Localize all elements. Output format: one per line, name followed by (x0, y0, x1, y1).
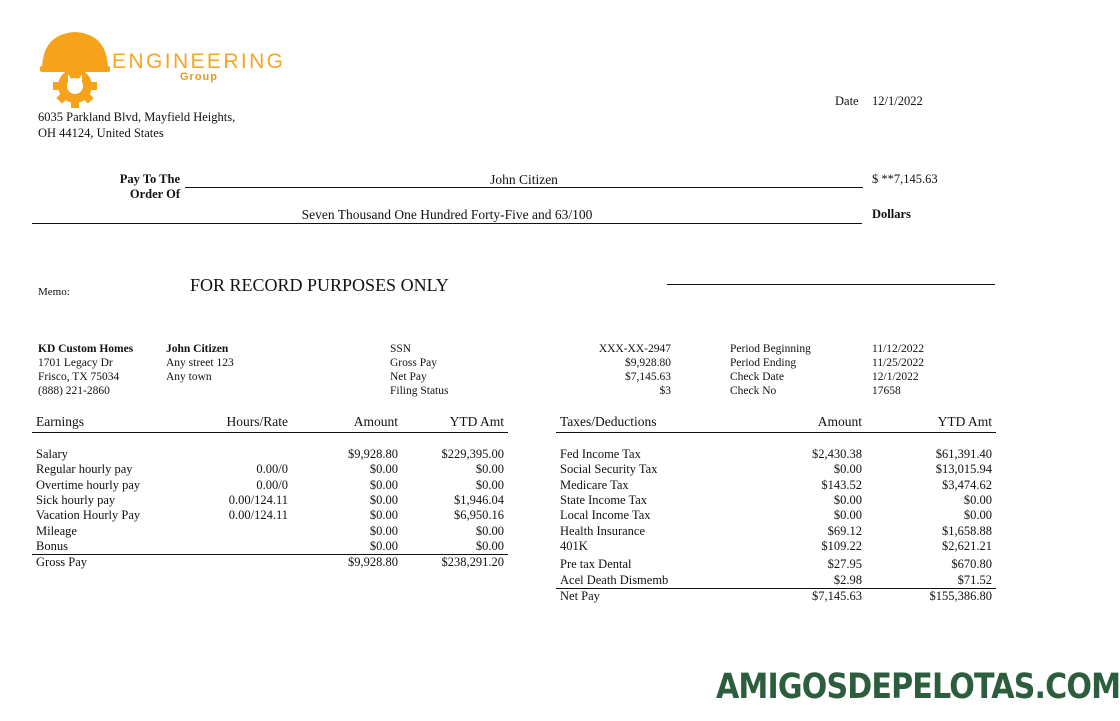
pay-to-label (96, 172, 180, 202)
table-cell: $6,950.16 (454, 508, 504, 523)
pay-to-line2: Order Of (129, 187, 180, 201)
hard-hat-gear-icon (38, 28, 112, 108)
earnings-ytd-header: YTD Amt (402, 412, 508, 433)
watermark: AMIGOSDEPELOTAS.COM (716, 667, 1120, 707)
company-logo (38, 28, 112, 108)
table-cell: $0.00 (475, 538, 504, 553)
table-cell: $0.00 (369, 462, 398, 477)
table-cell: $143.52 (821, 477, 862, 492)
table-cell: $9,928.80 (348, 447, 398, 462)
table-cell: $0.00 (369, 508, 398, 523)
dollars-label: Dollars (872, 207, 911, 221)
table-cell: Health Insurance (560, 523, 646, 538)
period-beginning-label: Period Beginning (730, 343, 811, 355)
table-cell (172, 539, 292, 555)
company-address-line1: 6035 Parkland Blvd, Mayfield Heights, (38, 110, 236, 124)
period-values (872, 342, 924, 398)
table-cell: Salary (36, 447, 68, 462)
table-cell: 0.00/124.11 (228, 493, 288, 508)
deductions-header: Taxes/Deductions (556, 412, 756, 433)
table-cell: Overtime hourly pay (36, 477, 141, 492)
check-amount: $ **7,145.63 (872, 172, 938, 186)
table-cell: 0.00/0 (256, 462, 288, 477)
table-row (32, 447, 508, 462)
pay-info-values (560, 342, 671, 398)
table-cell: $0.00 (369, 493, 398, 508)
table-cell: $0.00 (369, 523, 398, 538)
amount-words-line (32, 223, 862, 224)
table-cell: $109.22 (821, 538, 862, 553)
table-cell: $3,474.62 (942, 477, 992, 492)
gross-pay-label: Gross Pay (390, 357, 437, 369)
earnings-header-row (32, 412, 508, 433)
table-cell: $2.98 (833, 572, 862, 587)
table-cell: Vacation Hourly Pay (36, 508, 141, 523)
earnings-amount-header: Amount (292, 412, 402, 433)
table-row (32, 478, 508, 493)
total-row (556, 588, 996, 604)
table-cell: 0.00/124.11 (228, 508, 288, 523)
total-cell: Net Pay (556, 588, 756, 604)
table-cell: $1,946.04 (454, 493, 504, 508)
logo-subtitle: Group (180, 71, 218, 83)
table-cell: $69.12 (827, 523, 862, 538)
hours-rate-header: Hours/Rate (172, 412, 292, 433)
table-row (556, 447, 996, 462)
table-row (556, 478, 996, 493)
net-pay-value: $7,145.63 (625, 371, 671, 383)
table-row (32, 539, 508, 555)
total-cell: $7,145.63 (756, 588, 866, 604)
table-cell: $0.00 (963, 493, 992, 508)
total-cell: $155,386.80 (866, 588, 996, 604)
employer-name: KD Custom Homes (38, 343, 134, 355)
employer-phone: (888) 221-2860 (38, 385, 110, 397)
deductions-table (556, 412, 996, 604)
table-cell: 0.00/0 (256, 477, 288, 492)
deductions-amount-header: Amount (756, 412, 866, 433)
table-cell: $61,391.40 (935, 447, 992, 462)
table-cell: Social Security Tax (560, 462, 658, 477)
table-cell (172, 447, 292, 462)
gross-pay-value: $9,928.80 (625, 357, 671, 369)
signature-line (667, 284, 995, 285)
table-row (556, 493, 996, 508)
table-cell: $0.00 (475, 477, 504, 492)
period-beginning-value: 11/12/2022 (872, 343, 924, 355)
table-cell: $229,395.00 (441, 447, 504, 462)
deductions-header-row (556, 412, 996, 433)
check-date-value: 12/1/2022 (872, 371, 919, 383)
check-date-label: Check Date (730, 371, 784, 383)
table-cell: $0.00 (833, 462, 862, 477)
table-cell: $0.00 (833, 493, 862, 508)
employer-city: Frisco, TX 75034 (38, 371, 120, 383)
table-cell: $2,430.38 (812, 447, 862, 462)
employee-city: Any town (166, 371, 212, 383)
memo-label: Memo: (38, 286, 70, 298)
employer-info (38, 342, 133, 398)
table-cell: $13,015.94 (935, 462, 992, 477)
table-cell: Local Income Tax (560, 508, 651, 523)
table-cell: Sick hourly pay (36, 493, 116, 508)
table-cell: State Income Tax (560, 493, 648, 508)
check-no-value: 17658 (872, 385, 901, 397)
net-pay-label: Net Pay (390, 371, 427, 383)
company-address-line2: OH 44124, United States (38, 126, 164, 140)
table-cell: $0.00 (475, 523, 504, 538)
period-ending-value: 11/25/2022 (872, 357, 924, 369)
table-cell: $0.00 (833, 508, 862, 523)
total-cell (172, 555, 292, 571)
total-cell: $9,928.80 (292, 555, 402, 571)
table-cell: Acel Death Dismemb (560, 572, 669, 587)
table-cell: $1,658.88 (942, 523, 992, 538)
employee-street: Any street 123 (166, 357, 234, 369)
table-cell: $71.52 (957, 572, 992, 587)
table-row (32, 508, 508, 523)
table-cell: $27.95 (827, 557, 862, 572)
deductions-ytd-header: YTD Amt (866, 412, 996, 433)
table-cell: Mileage (36, 523, 77, 538)
logo-title: ENGINEERING (112, 50, 286, 73)
table-cell: Pre tax Dental (560, 557, 632, 572)
period-labels (730, 342, 811, 398)
record-purposes-text: FOR RECORD PURPOSES ONLY (190, 275, 449, 295)
employee-info (166, 342, 234, 384)
ssn-label: SSN (390, 343, 412, 355)
table-row (556, 539, 996, 554)
table-cell: 401K (560, 538, 588, 553)
employee-name: John Citizen (166, 343, 229, 355)
amount-in-words: Seven Thousand One Hundred Forty-Five and 63/100 (301, 207, 593, 222)
table-cell: $2,621.21 (942, 538, 992, 553)
table-row (556, 554, 996, 572)
table-row (32, 493, 508, 508)
total-cell: $238,291.20 (402, 555, 508, 571)
date-label: Date (835, 94, 859, 108)
table-cell: Medicare Tax (560, 477, 629, 492)
table-cell: $0.00 (369, 538, 398, 553)
table-row (32, 523, 508, 538)
payee-name: John Citizen (490, 172, 558, 187)
total-row (32, 555, 508, 571)
filing-status-label: Filing Status (390, 385, 449, 397)
table-cell: Fed Income Tax (560, 447, 641, 462)
table-cell: Regular hourly pay (36, 462, 133, 477)
period-ending-label: Period Ending (730, 357, 797, 369)
table-cell (172, 523, 292, 538)
table-cell: $0.00 (369, 477, 398, 492)
ssn-value: XXX-XX-2947 (598, 343, 671, 355)
filing-status-value: $3 (659, 385, 671, 397)
table-row (556, 462, 996, 477)
pay-info-labels (390, 342, 448, 398)
employer-street: 1701 Legacy Dr (38, 357, 113, 369)
table-cell: $0.00 (475, 462, 504, 477)
earnings-header: Earnings (32, 412, 172, 433)
table-row (556, 523, 996, 538)
pay-to-line1: Pay To The (119, 172, 180, 186)
table-row (556, 508, 996, 523)
table-row (556, 572, 996, 588)
check-no-label: Check No (730, 385, 777, 397)
payee-line (185, 187, 863, 188)
table-cell: Bonus (36, 538, 68, 553)
table-row (32, 462, 508, 477)
table-cell: $670.80 (951, 557, 992, 572)
total-cell: Gross Pay (32, 555, 172, 571)
earnings-table (32, 412, 508, 570)
date-value: 12/1/2022 (872, 94, 923, 108)
table-cell: $0.00 (963, 508, 992, 523)
